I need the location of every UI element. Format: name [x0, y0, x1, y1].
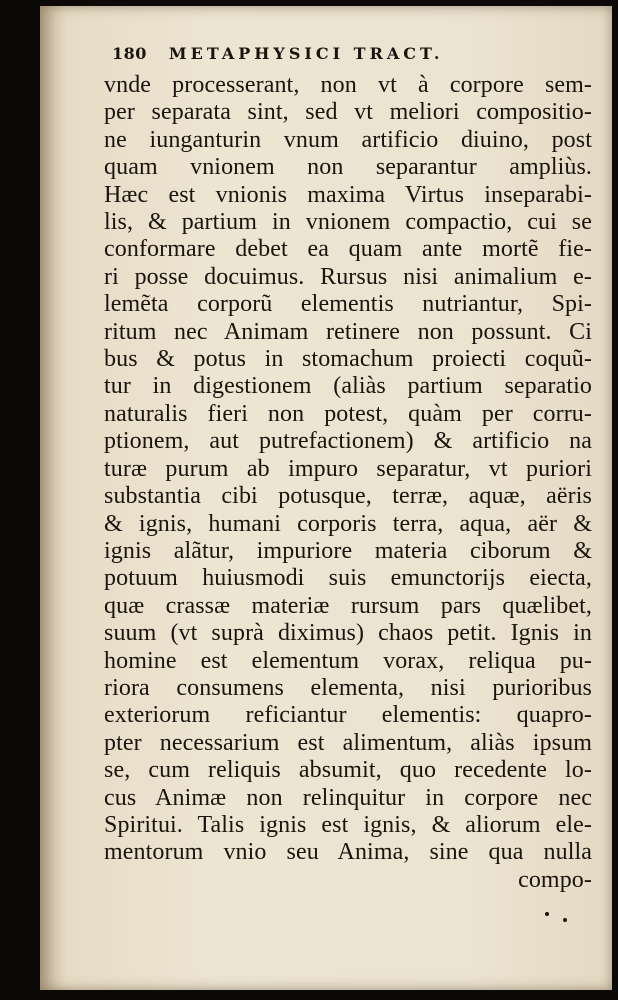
text-line: substantia cibi potusque, terræ, aquæ, aëris [104, 483, 592, 510]
text-line: cus Animæ non relinquitur in corpore nec [104, 784, 592, 811]
text-line: riora consumens elementa, nisi purioribus [104, 674, 592, 701]
text-line: naturalis fieri non potest, quàm per corru- [104, 400, 592, 427]
text-line: se, cum reliquis absumit, quo recedente lo- [104, 757, 592, 784]
text-line: tur in digestionem (aliàs partium separatio [104, 373, 592, 400]
text-line: ri posse docuimus. Rursus nisi animalium e- [104, 263, 592, 290]
catchword: compo- [518, 866, 592, 893]
ink-speck [545, 912, 549, 916]
text-line: homine est elementum vorax, reliqua pu- [104, 647, 592, 674]
text-line: quam vnionem non separantur ampliùs. [104, 154, 592, 181]
text-line: ne iunganturin vnum artificio diuino, post [104, 126, 592, 153]
running-head-title: METAPHYSICI TRACT. [168, 44, 444, 63]
text-line: ritum nec Animam retinere non possunt. Ci [104, 318, 592, 345]
text-line: exteriorum reficiantur elementis: quapro- [104, 702, 592, 729]
ink-speck [563, 918, 567, 922]
text-line: Spiritui. Talis ignis est ignis, & aliorum ele- [104, 811, 592, 838]
text-line: bus & potus in stomachum proiecti coquũ- [104, 346, 592, 373]
body-text [104, 72, 592, 894]
text-line: potuum huiusmodi suis emunctorijs eiecta, [104, 565, 592, 592]
text-line: mentorum vnio seu Anima, sine qua nulla [104, 839, 592, 866]
text-line: vnde processerant, non vt à corpore sem- [104, 72, 592, 98]
text-line: ptionem, aut putrefactionem) & artificio na [104, 428, 592, 455]
text-line: per separata sint, sed vt meliori compositio- [104, 99, 592, 126]
text-line: conformare debet ea quam ante mortẽ fie- [104, 236, 592, 263]
text-line: & ignis, humani corporis terra, aqua, aër & [104, 510, 592, 537]
text-line: turæ purum ab impuro separatur, vt puriori [104, 455, 592, 482]
text-line: suum (vt suprà diximus) chaos petit. Ignis in [104, 620, 592, 647]
text-line: lemẽta corporũ elementis nutriantur, Spi- [104, 291, 592, 318]
running-head [112, 44, 552, 63]
page-number: 180 [112, 44, 147, 63]
text-line: ignis alãtur, impuriore materia ciborum & [104, 537, 592, 564]
text-line: pter necessarium est alimentum, aliàs ipsum [104, 729, 592, 756]
text-line: lis, & partium in vnionem compactio, cui se [104, 209, 592, 236]
text-line: quæ crassæ materiæ rursum pars quælibet, [104, 592, 592, 619]
text-line: Hæc est vnionis maxima Virtus inseparabi- [104, 181, 592, 208]
